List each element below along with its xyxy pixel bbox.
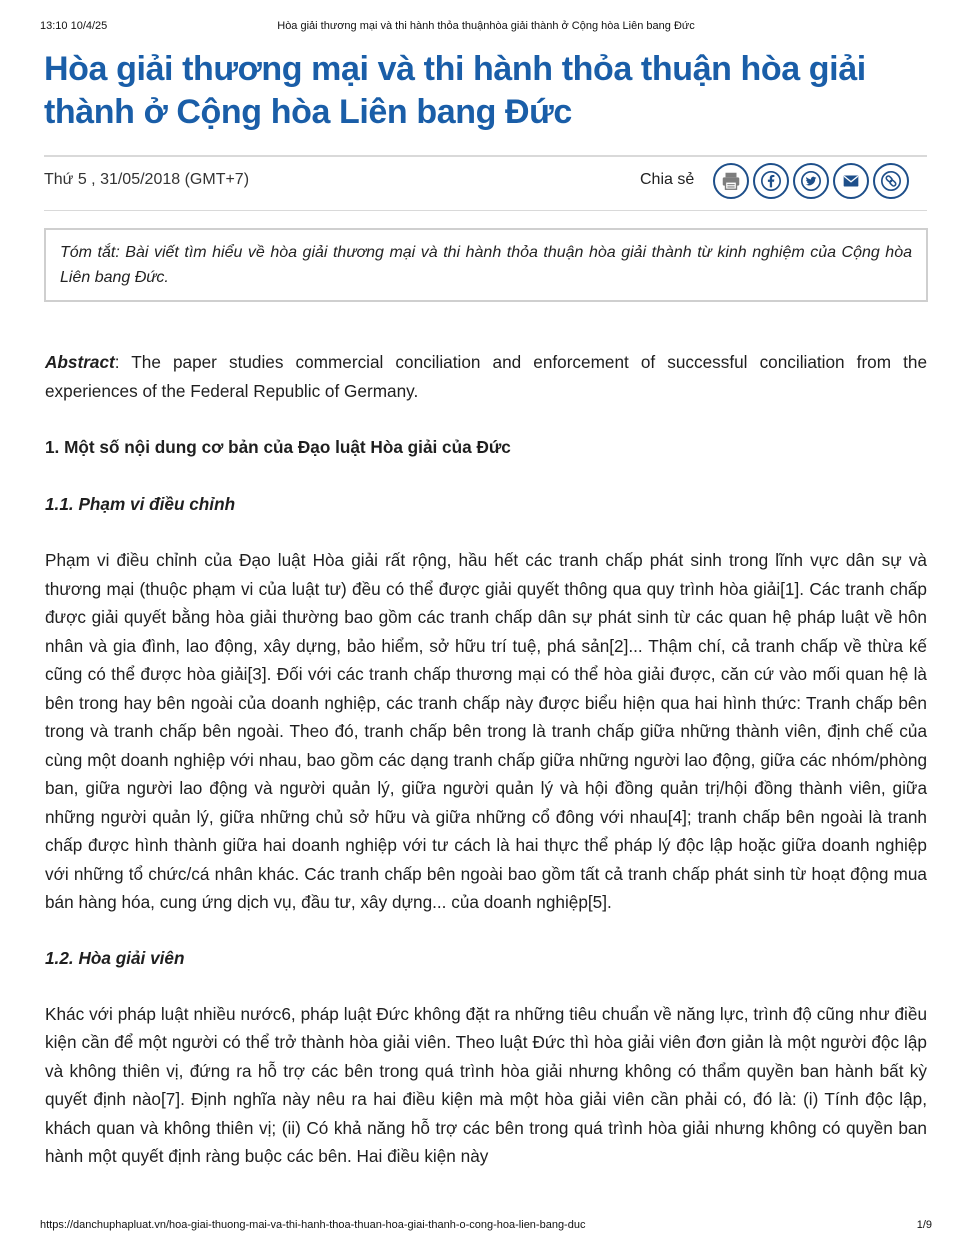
section-1-heading: 1. Một số nội dung cơ bản của Đạo luật Hòa giải của Đức: [45, 437, 511, 457]
print-footer: [40, 1219, 932, 1235]
print-icon: [720, 170, 742, 192]
share-label: Chia sẻ: [640, 171, 695, 188]
article-body: [45, 348, 927, 1171]
print-header: [40, 20, 932, 36]
section-1-1-paragraph: Phạm vi điều chỉnh của Đạo luật Hòa giải rất rộng, hầu hết các tranh chấp phát sinh trong lĩnh vực dân sự và thương mại (thuộc phạm vi của luật tư) đều có thể được giải quyết thông qua quy trình hòa giải[1]. Các tranh chấp được giải quyết bằng hòa giải thường bao gồm các tranh chấp dân sự phát sinh từ các quan hệ pháp luật về hôn nhân và gia đình, lao động, xây dựng, bảo hiểm, sở hữu trí tuệ, phá sản[2]... Thậm chí, cả tranh chấp về thừa kế cũng có thể được hòa giải[3]. Đối với các tranh chấp thương mại có thể hòa giải được, căn cứ vào mối quan hệ là bên trong hay bên ngoài của doanh nghiệp, các tranh chấp này được biểu hiện qua hai hình thức: Tranh chấp bên trong và tranh chấp bên ngoài. Theo đó, tranh chấp bên trong là tranh chấp giữa những thành viên, định chế của cùng một doanh nghiệp với nhau, bao gồm các dạng tranh chấp giữa những người lao động, giữa các nhóm/phòng ban, giữa người lao động và người quản lý, giữa người quản lý và hội đồng quản trị/hội đồng thành viên, giữa những người quản lý, giữa những chủ sở hữu và giữa những cổ đông với nhau[4]; tranh chấp bên ngoài là tranh chấp được hình thành giữa hai doanh nghiệp với tư cách là hai thực thể pháp lý độc lập hoặc giữa doanh nghiệp với những tổ chức/cá nhân khác. Các tranh chấp bên ngoài bao gồm tất cả tranh chấp phát sinh từ hoạt động mua bán hàng hóa, cung ứng dịch vụ, đầu tư, xây dựng... của doanh nghiệp[5].: [45, 550, 927, 912]
article-summary: Tóm tắt: Bài viết tìm hiểu về hòa giải thương mại và thi hành thỏa thuận hòa giải thành từ kinh nghiệm của Cộng hòa Liên bang Đức.: [44, 228, 928, 302]
page-number: 1/9: [916, 1219, 932, 1231]
page-url: https://danchuphapluat.vn/hoa-giai-thuong-mai-va-thi-hanh-thoa-thuan-hoa-giai-thanh-o-cong-hoa-lien-bang-duc: [40, 1219, 586, 1231]
share-facebook-button[interactable]: [753, 163, 789, 199]
print-doc-title: Hòa giải thương mại và thi hành thỏa thuậnhòa giải thành ở Cộng hòa Liên bang Đức: [277, 20, 695, 32]
article-date: Thứ 5 , 31/05/2018 (GMT+7): [44, 171, 250, 188]
share-toolbar: [713, 163, 909, 201]
section-1-2-paragraph: Khác với pháp luật nhiều nước6, pháp luật Đức không đặt ra những tiêu chuẩn về năng lực, trình độ cũng như điều kiện cần để một người có thể trở thành hòa giải viên. Theo luật Đức thì hòa giải viên đơn giản là một người độc lập và không thiên vị, đứng ra hỗ trợ các bên trong quá trình hòa giải nhưng không có thẩm quyền ban hành bất kỳ quyết định nào[7]. Định nghĩa này nêu ra hai điều kiện mà một hòa giải viên cần phải có, đó là: (i) Tính độc lập, khách quan và không thiên vị; (ii) Có khả năng hỗ trợ các bên trong quá trình hòa giải nhưng không có quyền ban hành một quyết định ràng buộc các bên. Hai điều kiện này: [45, 1003, 927, 1166]
abstract-text: : The paper studies commercial conciliation and enforcement of successful conciliation from the experiences of the Federal Republic of Germany.: [45, 352, 927, 401]
print-timestamp: 13:10 10/4/25: [40, 20, 108, 32]
meta-divider: [44, 210, 927, 211]
twitter-icon: [800, 170, 822, 192]
share-twitter-button[interactable]: [793, 163, 829, 199]
email-icon: [840, 170, 862, 192]
abstract-paragraph: [45, 348, 927, 405]
article-title: Hòa giải thương mại và thi hành thỏa thuận hòa giải thành ở Cộng hòa Liên bang Đức: [44, 50, 866, 131]
abstract-label: Abstract: [45, 352, 115, 372]
link-icon: [880, 170, 902, 192]
facebook-icon: [760, 170, 782, 192]
section-1-1-heading: 1.1. Phạm vi điều chỉnh: [45, 494, 236, 514]
share-print-button[interactable]: [713, 163, 749, 199]
title-divider: [44, 155, 927, 157]
share-link-button[interactable]: [873, 163, 909, 199]
section-1-2-heading: 1.2. Hòa giải viên: [45, 947, 185, 968]
share-email-button[interactable]: [833, 163, 869, 199]
